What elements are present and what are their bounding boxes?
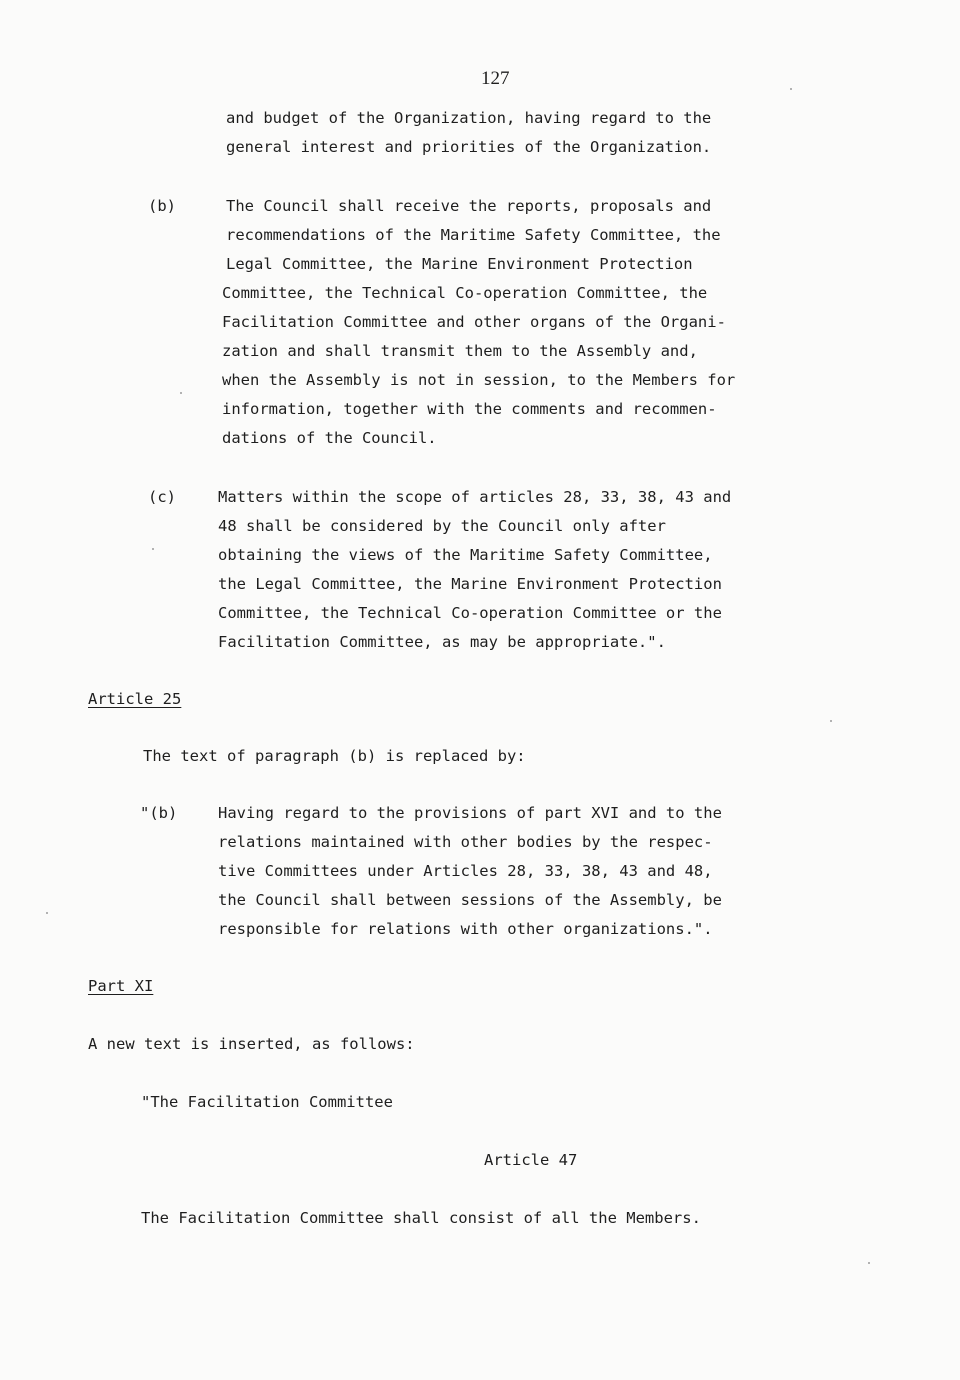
para-b-line: The Council shall receive the reports, proposals and xyxy=(226,197,712,215)
para-b-line: when the Assembly is not in session, to the Members for xyxy=(222,371,736,389)
intro-line: general interest and priorities of the Organization. xyxy=(226,138,712,156)
part-xi-intro: A new text is inserted, as follows: xyxy=(88,1035,415,1053)
para-b-line: Facilitation Committee and other organs of the Organi- xyxy=(222,313,726,331)
para-b-line: zation and shall transmit them to the Assembly and, xyxy=(222,342,698,360)
quote-title: "The Facilitation Committee xyxy=(141,1093,393,1111)
page-number: 127 xyxy=(481,68,510,89)
para-c-line: obtaining the views of the Maritime Safety Committee, xyxy=(218,546,713,564)
para-b-line: dations of the Council. xyxy=(222,429,437,447)
intro-line: and budget of the Organization, having regard to the xyxy=(226,109,712,127)
scan-speck xyxy=(790,88,792,90)
para-c-line: Matters within the scope of articles 28, 33, 38, 43 and xyxy=(218,488,732,506)
article-47-heading: Article 47 xyxy=(484,1151,578,1169)
para-c-line: 48 shall be considered by the Council only after xyxy=(218,517,666,535)
article-25-line: tive Committees under Articles 28, 33, 38, 43 and 48, xyxy=(218,862,713,880)
scan-speck xyxy=(46,912,48,914)
scan-speck xyxy=(830,720,832,722)
article-25-label: "(b) xyxy=(140,804,178,822)
para-b-line: recommendations of the Maritime Safety Committee, the xyxy=(226,226,721,244)
scan-speck xyxy=(868,1262,870,1264)
para-b-line: Committee, the Technical Co-operation Committee, the xyxy=(222,284,708,302)
article-47-body: The Facilitation Committee shall consist of all the Members. xyxy=(141,1209,701,1227)
para-b-line: information, together with the comments and recommen- xyxy=(222,400,717,418)
article-25-line: responsible for relations with other organizations.". xyxy=(218,920,713,938)
para-c-label: (c) xyxy=(148,488,176,506)
scan-speck xyxy=(180,392,182,394)
article-25-heading: Article 25 xyxy=(88,690,182,708)
para-b-line: Legal Committee, the Marine Environment Protection xyxy=(226,255,693,273)
para-c-line: Committee, the Technical Co-operation Committee or the xyxy=(218,604,722,622)
article-25-intro: The text of paragraph (b) is replaced by: xyxy=(143,747,526,765)
article-25-line: relations maintained with other bodies by the respec- xyxy=(218,833,713,851)
part-xi-heading: Part XI xyxy=(88,977,154,995)
scan-speck xyxy=(152,548,154,550)
article-25-line: Having regard to the provisions of part XVI and to the xyxy=(218,804,722,822)
para-b-label: (b) xyxy=(148,197,176,215)
article-25-line: the Council shall between sessions of the Assembly, be xyxy=(218,891,722,909)
para-c-line: Facilitation Committee, as may be appropriate.". xyxy=(218,633,666,651)
para-c-line: the Legal Committee, the Marine Environment Protection xyxy=(218,575,722,593)
